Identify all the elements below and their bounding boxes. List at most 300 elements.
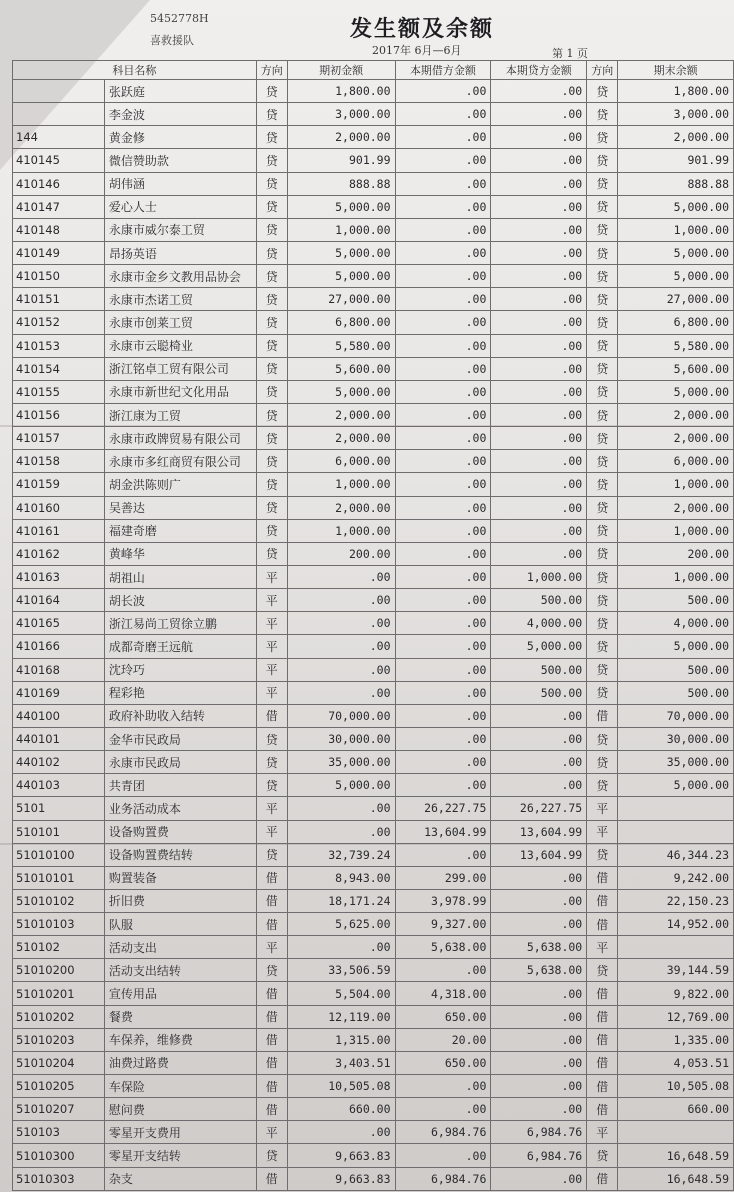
table-row: [13, 1005, 734, 1028]
end-direction: 平: [587, 1121, 618, 1144]
end-direction: 贷: [587, 172, 618, 195]
period-credit: .00: [491, 172, 587, 195]
table-row: [13, 519, 734, 542]
period-debit: .00: [395, 403, 491, 426]
col-header-end-direction: 方向: [587, 61, 618, 80]
direction: 平: [256, 681, 287, 704]
opening-balance: 3,000.00: [287, 103, 395, 126]
table-row: [13, 727, 734, 750]
opening-balance: 2,000.00: [287, 496, 395, 519]
account-name: 浙江易尚工贸徐立鹏: [104, 612, 256, 635]
end-direction: 贷: [587, 635, 618, 658]
closing-balance: 200.00: [618, 542, 734, 565]
account-code: [13, 80, 105, 103]
end-direction: 借: [587, 889, 618, 912]
end-direction: 贷: [587, 589, 618, 612]
closing-balance: 16,648.59: [618, 1144, 734, 1167]
opening-balance: 27,000.00: [287, 288, 395, 311]
closing-balance: 14,952.00: [618, 913, 734, 936]
period-debit: .00: [395, 265, 491, 288]
end-direction: 贷: [587, 519, 618, 542]
period-credit: .00: [491, 241, 587, 264]
table-row: [13, 565, 734, 588]
end-direction: 贷: [587, 265, 618, 288]
direction: 贷: [256, 126, 287, 149]
account-name: 爱心人士: [104, 195, 256, 218]
opening-balance: 5,504.00: [287, 982, 395, 1005]
header-left: [150, 8, 209, 52]
closing-balance: 500.00: [618, 681, 734, 704]
table-row: [13, 542, 734, 565]
account-code: 510101: [13, 820, 105, 843]
opening-balance: 2,000.00: [287, 126, 395, 149]
direction: 借: [256, 866, 287, 889]
direction: 贷: [256, 80, 287, 103]
closing-balance: 5,000.00: [618, 635, 734, 658]
end-direction: 借: [587, 1005, 618, 1028]
opening-balance: 5,580.00: [287, 334, 395, 357]
period-credit: .00: [491, 1075, 587, 1098]
account-code: 51010300: [13, 1144, 105, 1167]
direction: 平: [256, 797, 287, 820]
table-row: [13, 265, 734, 288]
account-name: 黄金修: [104, 126, 256, 149]
period-credit: .00: [491, 380, 587, 403]
closing-balance: 70,000.00: [618, 704, 734, 727]
account-name: 永康市金乡文教用品协会: [104, 265, 256, 288]
table-row: [13, 959, 734, 982]
account-code: 410163: [13, 565, 105, 588]
closing-balance: 5,600.00: [618, 357, 734, 380]
account-name: 活动支出结转: [104, 959, 256, 982]
end-direction: 贷: [587, 496, 618, 519]
period-debit: 13,604.99: [395, 820, 491, 843]
account-code: 410145: [13, 149, 105, 172]
account-name: 永康市多红商贸有限公司: [104, 450, 256, 473]
opening-balance: 3,403.51: [287, 1051, 395, 1074]
period-debit: .00: [395, 195, 491, 218]
account-code: 410162: [13, 542, 105, 565]
closing-balance: 5,000.00: [618, 265, 734, 288]
period-credit: .00: [491, 727, 587, 750]
account-name: 队服: [104, 913, 256, 936]
account-name: 业务活动成本: [104, 797, 256, 820]
opening-balance: 901.99: [287, 149, 395, 172]
period-debit: .00: [395, 218, 491, 241]
account-code: 410147: [13, 195, 105, 218]
col-header-opening-balance: 期初金额: [287, 61, 395, 80]
period-credit: 13,604.99: [491, 820, 587, 843]
period-debit: 299.00: [395, 866, 491, 889]
end-direction: 贷: [587, 427, 618, 450]
account-code: 410153: [13, 334, 105, 357]
account-name: 设备购置费结转: [104, 843, 256, 866]
table-row: [13, 149, 734, 172]
table-row: [13, 1144, 734, 1167]
table-row: [13, 195, 734, 218]
opening-balance: 1,000.00: [287, 519, 395, 542]
account-name: 宣传用品: [104, 982, 256, 1005]
account-name: 永康市政牌贸易有限公司: [104, 427, 256, 450]
period-credit: .00: [491, 288, 587, 311]
period-credit: .00: [491, 103, 587, 126]
direction: 平: [256, 589, 287, 612]
account-code: 440102: [13, 751, 105, 774]
closing-balance: 3,000.00: [618, 103, 734, 126]
account-code: 410149: [13, 241, 105, 264]
direction: 贷: [256, 519, 287, 542]
direction: 平: [256, 612, 287, 635]
closing-balance: [618, 797, 734, 820]
period-credit: 500.00: [491, 658, 587, 681]
account-code: 5101: [13, 797, 105, 820]
end-direction: 贷: [587, 241, 618, 264]
account-name: 黄峰华: [104, 542, 256, 565]
account-name: 李金波: [104, 103, 256, 126]
opening-balance: 9,663.83: [287, 1144, 395, 1167]
period-debit: .00: [395, 450, 491, 473]
period-debit: .00: [395, 1144, 491, 1167]
direction: 借: [256, 1028, 287, 1051]
account-code: 51010101: [13, 866, 105, 889]
direction: 借: [256, 982, 287, 1005]
opening-balance: 10,505.08: [287, 1075, 395, 1098]
direction: 贷: [256, 1144, 287, 1167]
account-code: 51010205: [13, 1075, 105, 1098]
closing-balance: 35,000.00: [618, 751, 734, 774]
opening-balance: 32,739.24: [287, 843, 395, 866]
direction: 贷: [256, 103, 287, 126]
account-code: 410158: [13, 450, 105, 473]
table-row: [13, 1098, 734, 1121]
account-code: 410155: [13, 380, 105, 403]
closing-balance: 1,000.00: [618, 473, 734, 496]
table-row: [13, 843, 734, 866]
closing-balance: [618, 936, 734, 959]
table-row: [13, 403, 734, 426]
table-row: [13, 80, 734, 103]
end-direction: 贷: [587, 658, 618, 681]
closing-balance: 46,344.23: [618, 843, 734, 866]
col-header-direction: 方向: [256, 61, 287, 80]
direction: 贷: [256, 218, 287, 241]
closing-balance: [618, 1121, 734, 1144]
period-debit: .00: [395, 241, 491, 264]
closing-balance: 9,242.00: [618, 866, 734, 889]
closing-balance: 16,648.59: [618, 1167, 734, 1190]
direction: 借: [256, 704, 287, 727]
period-credit: .00: [491, 982, 587, 1005]
closing-balance: 500.00: [618, 658, 734, 681]
period-debit: 3,978.99: [395, 889, 491, 912]
period-debit: .00: [395, 681, 491, 704]
end-direction: 贷: [587, 450, 618, 473]
closing-balance: 2,000.00: [618, 427, 734, 450]
end-direction: 借: [587, 1098, 618, 1121]
table-row: [13, 357, 734, 380]
opening-balance: .00: [287, 936, 395, 959]
period-debit: .00: [395, 334, 491, 357]
account-code: 410148: [13, 218, 105, 241]
opening-balance: 18,171.24: [287, 889, 395, 912]
end-direction: 借: [587, 1051, 618, 1074]
direction: 借: [256, 1075, 287, 1098]
table-row: [13, 427, 734, 450]
account-code: 410154: [13, 357, 105, 380]
direction: 平: [256, 635, 287, 658]
period-debit: .00: [395, 635, 491, 658]
account-name: 胡祖山: [104, 565, 256, 588]
col-header-period-credit: 本期贷方金额: [491, 61, 587, 80]
account-code: 410151: [13, 288, 105, 311]
direction: 贷: [256, 774, 287, 797]
period-credit: .00: [491, 889, 587, 912]
closing-balance: 22,150.23: [618, 889, 734, 912]
account-name: 折旧费: [104, 889, 256, 912]
opening-balance: 2,000.00: [287, 403, 395, 426]
table-row: [13, 334, 734, 357]
table-row: [13, 889, 734, 912]
period-debit: .00: [395, 473, 491, 496]
period-debit: .00: [395, 519, 491, 542]
table-row: [13, 103, 734, 126]
table-row: [13, 820, 734, 843]
direction: 借: [256, 889, 287, 912]
opening-balance: 1,000.00: [287, 218, 395, 241]
account-name: 杂支: [104, 1167, 256, 1190]
direction: 贷: [256, 450, 287, 473]
closing-balance: 12,769.00: [618, 1005, 734, 1028]
closing-balance: 6,800.00: [618, 311, 734, 334]
closing-balance: 2,000.00: [618, 126, 734, 149]
account-name: 设备购置费: [104, 820, 256, 843]
account-name: 永康市新世纪文化用品: [104, 380, 256, 403]
table-row: [13, 450, 734, 473]
closing-balance: 1,000.00: [618, 519, 734, 542]
period-credit: .00: [491, 1005, 587, 1028]
period-debit: .00: [395, 1075, 491, 1098]
direction: 贷: [256, 427, 287, 450]
account-code: 51010102: [13, 889, 105, 912]
account-name: 程彩艳: [104, 681, 256, 704]
period-debit: .00: [395, 149, 491, 172]
direction: 贷: [256, 265, 287, 288]
closing-balance: 10,505.08: [618, 1075, 734, 1098]
end-direction: 借: [587, 913, 618, 936]
period-credit: 1,000.00: [491, 565, 587, 588]
opening-balance: 12,119.00: [287, 1005, 395, 1028]
period-debit: 6,984.76: [395, 1121, 491, 1144]
period-debit: 26,227.75: [395, 797, 491, 820]
opening-balance: .00: [287, 681, 395, 704]
direction: 贷: [256, 311, 287, 334]
opening-balance: 70,000.00: [287, 704, 395, 727]
page-number: 第 1 页: [552, 47, 588, 60]
closing-balance: 1,800.00: [618, 80, 734, 103]
table-row: [13, 126, 734, 149]
table-row: [13, 1051, 734, 1074]
account-name: 永康市威尔泰工贸: [104, 218, 256, 241]
account-name: 活动支出: [104, 936, 256, 959]
end-direction: 贷: [587, 149, 618, 172]
period-credit: .00: [491, 427, 587, 450]
account-name: 永康市创莱工贸: [104, 311, 256, 334]
account-name: 车保养，维修费: [104, 1028, 256, 1051]
closing-balance: 660.00: [618, 1098, 734, 1121]
table-row: [13, 913, 734, 936]
period-credit: 5,638.00: [491, 959, 587, 982]
end-direction: 贷: [587, 959, 618, 982]
end-direction: 贷: [587, 1144, 618, 1167]
period-credit: .00: [491, 80, 587, 103]
table-row: [13, 774, 734, 797]
account-name: 零星开支费用: [104, 1121, 256, 1144]
period-credit: .00: [491, 913, 587, 936]
account-code: 410156: [13, 403, 105, 426]
account-code: 144: [13, 126, 105, 149]
period-debit: .00: [395, 1098, 491, 1121]
table-row: [13, 751, 734, 774]
account-code: 410165: [13, 612, 105, 635]
header-left-line1: 5452778H: [150, 12, 209, 25]
period-debit: .00: [395, 496, 491, 519]
period-debit: .00: [395, 843, 491, 866]
account-name: 胡金洪陈则广: [104, 473, 256, 496]
direction: 平: [256, 565, 287, 588]
opening-balance: .00: [287, 565, 395, 588]
account-code: 440103: [13, 774, 105, 797]
account-code: 51010201: [13, 982, 105, 1005]
account-name: 吴善达: [104, 496, 256, 519]
direction: 贷: [256, 473, 287, 496]
period-debit: 4,318.00: [395, 982, 491, 1005]
period-credit: .00: [491, 195, 587, 218]
period-credit: .00: [491, 218, 587, 241]
table-row: [13, 589, 734, 612]
opening-balance: 9,663.83: [287, 1167, 395, 1190]
direction: 贷: [256, 959, 287, 982]
closing-balance: [618, 820, 734, 843]
direction: 平: [256, 1121, 287, 1144]
opening-balance: .00: [287, 1121, 395, 1144]
closing-balance: 1,000.00: [618, 218, 734, 241]
closing-balance: 500.00: [618, 589, 734, 612]
account-name: 浙江铭卓工贸有限公司: [104, 357, 256, 380]
table-row: [13, 866, 734, 889]
account-name: 购置装备: [104, 866, 256, 889]
direction: 借: [256, 1051, 287, 1074]
opening-balance: 200.00: [287, 542, 395, 565]
table-row: [13, 681, 734, 704]
period-debit: 650.00: [395, 1051, 491, 1074]
end-direction: 贷: [587, 403, 618, 426]
direction: 平: [256, 820, 287, 843]
account-name: 永康市云聪椅业: [104, 334, 256, 357]
closing-balance: 888.88: [618, 172, 734, 195]
opening-balance: 30,000.00: [287, 727, 395, 750]
end-direction: 贷: [587, 473, 618, 496]
direction: 借: [256, 1098, 287, 1121]
table-row: [13, 241, 734, 264]
account-code: 410166: [13, 635, 105, 658]
period-debit: .00: [395, 172, 491, 195]
period-debit: .00: [395, 774, 491, 797]
account-name: 油费过路费: [104, 1051, 256, 1074]
direction: 借: [256, 1005, 287, 1028]
account-name: 浙江康为工贸: [104, 403, 256, 426]
end-direction: 贷: [587, 843, 618, 866]
balance-table: [12, 60, 734, 1191]
closing-balance: 2,000.00: [618, 496, 734, 519]
account-name: 永康市杰诺工贸: [104, 288, 256, 311]
period-credit: .00: [491, 774, 587, 797]
direction: 贷: [256, 843, 287, 866]
end-direction: 借: [587, 1028, 618, 1051]
account-name: 成都奇磨王远航: [104, 635, 256, 658]
closing-balance: 4,000.00: [618, 612, 734, 635]
end-direction: 贷: [587, 334, 618, 357]
table-row: [13, 311, 734, 334]
account-code: 51010100: [13, 843, 105, 866]
opening-balance: 5,000.00: [287, 774, 395, 797]
account-code: 410168: [13, 658, 105, 681]
account-code: 410159: [13, 473, 105, 496]
end-direction: 贷: [587, 612, 618, 635]
closing-balance: 5,580.00: [618, 334, 734, 357]
period-debit: 5,638.00: [395, 936, 491, 959]
opening-balance: 5,000.00: [287, 241, 395, 264]
period-debit: 20.00: [395, 1028, 491, 1051]
closing-balance: 5,000.00: [618, 380, 734, 403]
table-row: [13, 1075, 734, 1098]
period-debit: .00: [395, 727, 491, 750]
account-name: 胡长波: [104, 589, 256, 612]
account-name: 永康市民政局: [104, 751, 256, 774]
period-debit: .00: [395, 612, 491, 635]
closing-balance: 901.99: [618, 149, 734, 172]
direction: 贷: [256, 496, 287, 519]
direction: 贷: [256, 403, 287, 426]
table-row: [13, 172, 734, 195]
account-code: 410164: [13, 589, 105, 612]
table-row: [13, 218, 734, 241]
account-name: 福建奇磨: [104, 519, 256, 542]
direction: 贷: [256, 542, 287, 565]
account-code: 51010204: [13, 1051, 105, 1074]
account-code: 51010303: [13, 1167, 105, 1190]
opening-balance: .00: [287, 589, 395, 612]
opening-balance: 5,600.00: [287, 357, 395, 380]
direction: 贷: [256, 149, 287, 172]
table-row: [13, 1167, 734, 1190]
opening-balance: 1,315.00: [287, 1028, 395, 1051]
period-debit: .00: [395, 380, 491, 403]
opening-balance: 5,000.00: [287, 195, 395, 218]
col-header-closing-balance: 期末余额: [618, 61, 734, 80]
period-credit: .00: [491, 519, 587, 542]
report-title: 发生额及余额: [350, 16, 495, 42]
end-direction: 贷: [587, 565, 618, 588]
account-code: 410160: [13, 496, 105, 519]
opening-balance: 5,625.00: [287, 913, 395, 936]
opening-balance: 8,943.00: [287, 866, 395, 889]
table-row: [13, 658, 734, 681]
period-credit: 13,604.99: [491, 843, 587, 866]
account-code: 51010202: [13, 1005, 105, 1028]
account-name: 餐费: [104, 1005, 256, 1028]
direction: 贷: [256, 357, 287, 380]
account-name: 车保险: [104, 1075, 256, 1098]
